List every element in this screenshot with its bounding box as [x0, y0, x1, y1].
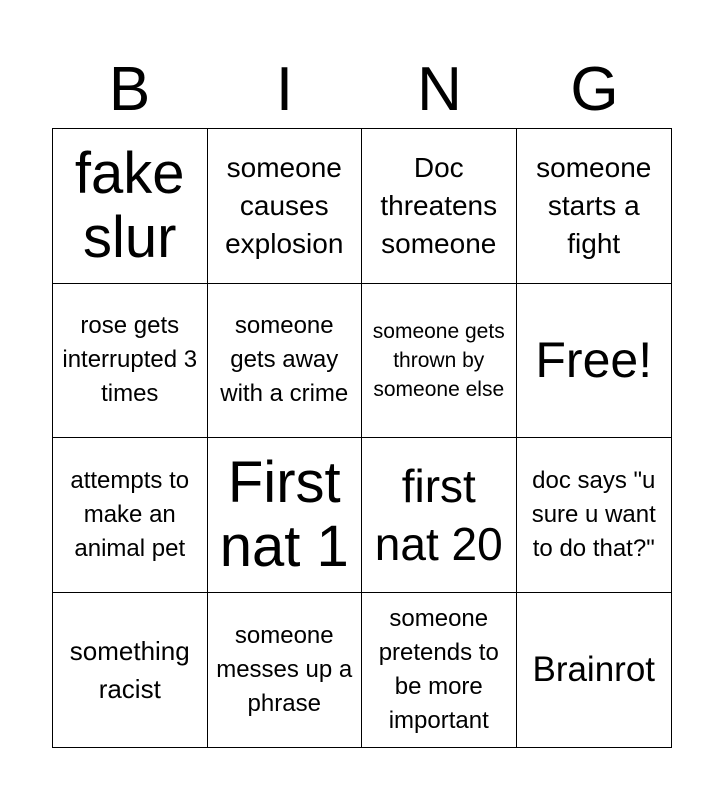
cell-label: Free!	[535, 332, 653, 389]
cell-label: fake slur	[74, 140, 185, 270]
cell-label: attempts to make an animal pet	[70, 466, 190, 562]
cell-label: someone gets thrown by someone else	[372, 319, 505, 401]
header-letter-g: G	[570, 55, 619, 124]
cell-label: Brainrot	[532, 649, 656, 689]
bingo-cell[interactable]	[208, 129, 363, 284]
cell-label: someone gets away with a crime	[220, 312, 349, 408]
header-letter-n: N	[417, 55, 462, 124]
bingo-cell[interactable]	[362, 593, 517, 748]
bingo-header	[52, 52, 672, 128]
cell-label: Doc threatens someone	[380, 151, 498, 259]
bingo-cell[interactable]	[517, 438, 672, 593]
free-space-cell[interactable]	[517, 284, 672, 439]
header-letter-i: I	[275, 55, 294, 124]
bingo-cell[interactable]	[53, 284, 208, 439]
cell-label: someone messes up a phrase	[216, 621, 353, 717]
cell-label: something racist	[69, 635, 190, 704]
bingo-board	[52, 128, 672, 748]
bingo-cell[interactable]	[362, 129, 517, 284]
cell-label: someone pretends to be more important	[378, 604, 499, 734]
cell-label: doc says "u sure u want to do that?"	[531, 466, 656, 562]
cell-label: someone causes explosion	[225, 151, 344, 259]
header-letter-b: B	[108, 55, 151, 124]
bingo-cell[interactable]	[53, 129, 208, 284]
cell-label: First nat 1	[219, 449, 349, 579]
bingo-cell[interactable]	[53, 438, 208, 593]
bingo-cell[interactable]	[517, 593, 672, 748]
cell-label: rose gets interrupted 3 times	[62, 312, 198, 408]
bingo-cell[interactable]	[362, 438, 517, 593]
bingo-cell[interactable]	[208, 284, 363, 439]
bingo-cell[interactable]	[362, 284, 517, 439]
cell-label: someone starts a fight	[536, 151, 652, 259]
bingo-cell[interactable]	[208, 593, 363, 748]
cell-label: first nat 20	[374, 459, 503, 570]
bingo-cell[interactable]	[208, 438, 363, 593]
bingo-cell[interactable]	[53, 593, 208, 748]
bingo-cell[interactable]	[517, 129, 672, 284]
